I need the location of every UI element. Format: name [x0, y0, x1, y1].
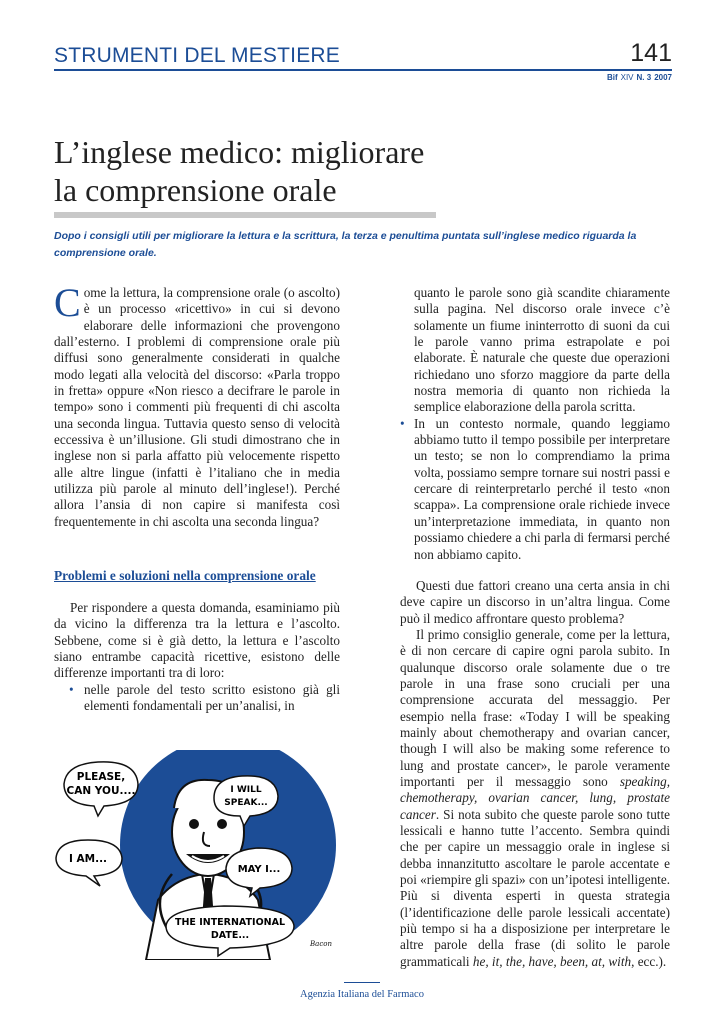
bullet-list-left [54, 682, 340, 715]
bubble-international-line-2: DATE... [210, 930, 250, 941]
bubble-will-line-2: SPEAK... [224, 798, 268, 808]
bubble-i-am-text: I AM... [68, 853, 108, 865]
title-rule [54, 212, 436, 218]
section-body-left [54, 600, 340, 714]
journal-number: N. 3 [636, 73, 652, 82]
journal-volume: XIV [620, 73, 634, 82]
issue-info [604, 73, 672, 82]
bubble-may-i-text: MAY I... [237, 864, 281, 875]
bullet-list-right [400, 416, 670, 563]
header-rule [54, 69, 672, 71]
article-title [54, 133, 614, 209]
paragraph-b-emphasis: speaking, chemotherapy, ovarian cancer, lung, prostate cancer [400, 773, 670, 822]
section-heading: Problemi e soluzioni nella comprensione orale [54, 568, 316, 583]
drop-cap: C [54, 280, 81, 325]
bubble-will-line-1: I WILL [230, 785, 262, 795]
paragraph-b-part-3: , ecc.). [631, 953, 667, 969]
bubble-international-line-1: THE INTERNATIONAL [174, 917, 286, 928]
section-title: STRUMENTI DEL MESTIERE [54, 44, 340, 67]
page-number: 141 [630, 39, 672, 67]
paragraph-b-emphasis-2: he, it, the, have, been, at, with [472, 953, 632, 969]
bubble-please-line-1: PLEASE, [76, 771, 126, 783]
lead-paragraph: Dopo i consigli utili per migliorare la lettura e la scrittura, la terza e penultima puntata sull’inglese medico riguarda la comprensione orale. [54, 230, 637, 259]
paragraph-a: Questi due fattori creano una certa ansia in chi deve capire un discorso in un’altra lingua. Come può il medico affrontare questo problema? [400, 577, 670, 626]
title-line-1: L’inglese medico: migliorare [54, 134, 425, 170]
right-column [400, 285, 670, 970]
intro-paragraph [54, 280, 340, 530]
journal-year: 2007 [654, 73, 672, 82]
title-line-2: la comprensione orale [54, 172, 337, 208]
artist-signature: Bacon [310, 940, 332, 948]
bullet-item-1: • nelle parole del testo scritto esistono già gli elementi fondamentali per un’analisi, in [54, 682, 340, 715]
bullet-item-1-continued: quanto le parole sono già scandite chiaramente sulla pagina. Nel discorso orale invece c’è solamente un fiume ininterrotto di suoni da cui le parole vanno prima estrapolate e poi elaborate. È naturale che queste due operazioni richiedano uno sforzo maggiore da parte della nostra memoria di quanto non richieda la semplice elaborazione della parola scritta. [414, 285, 670, 415]
section-paragraph-1: Per rispondere a questa domanda, esaminiamo più da vicino la differenza tra la lettura e l’ascolto. Sebbene, come si è già detto, la lettura e l’ascolto siano entrambe capacità ricettive, esistono delle differenze importanti tra di loro: [54, 600, 340, 681]
paragraph-b-part-1: Il primo consiglio generale, come per la lettura, è di non cercare di capire ogni parola subito. In qualunque discorso orale solamente due o tre parole in una frase sono cruciali per una comprensione accurata del messaggio. Per esempio nella frase: «Today I will be speaking mainly about chemotherapy and ovarian cancer, though I will also be making some reference to lung and prostate cancer», le parole veramente importanti per il messaggio sono [400, 626, 670, 789]
journal-name: Bif [606, 73, 618, 82]
paragraph-b [400, 627, 670, 970]
bubble-i-am [56, 840, 122, 886]
paragraph-b-part-2: . Si nota subito che queste parole sono tutte lessicali e hanno tutte l’accento. Sembra quindi che per capire un messaggio orale in inglese si debba innanzitutto ascoltare le parole accentate e poi «riempire gli spazi» con un’ipotesi intelligente. Più si diventa esperti in questa strategia (l’identificazione delle parole lessicali accentate) più tempo si ha a disposizione per interpretare le altre parole della frase (di solito le parole grammaticali [400, 806, 670, 969]
footer-publisher: Agenzia Italiana del Farmaco [300, 989, 424, 1000]
cartoon-illustration [54, 750, 344, 960]
bubble-please-line-2: CAN YOU.... [66, 785, 136, 797]
footer-rule [344, 982, 380, 983]
intro-text: ome la lettura, la comprensione orale (o ascolto) è un processo «ricettivo» in cui si devono elaborare delle informazioni che provengono dall’esterno. I problemi di comprensione orale più diffusi sono generalmente considerati in qualche modo legati alla velocità del discorso: «Parla troppo in fretta» oppure «Non riesco a decifrare le parole in tempo» sono i commenti più frequenti di chi ascolta una seconda lingua. Tuttavia questo senso di velocità eccessiva è un’illusione. Gli studi dimostrano che in inglese non si parla affatto più velocemente rispetto alle altre lingue (infatti è l’italiano che in media utilizza più parole al minuto dell’inglese!). Perché allora l’ansia di non capire si manifesta così frequentemente in chi ascolta una seconda lingua? [54, 285, 340, 529]
bullet-item-2: • In un contesto normale, quando leggiamo abbiamo tutto il tempo possibile per interpretare un testo; se non lo comprendiamo la prima volta, possiamo sempre tornare sui nostri passi e cercare di reinterpretarlo perché il testo «non scappa». La comprensione orale richiede invece un’interpretazione immediata, in quanto non possiamo chiedere a chi parla di fermarsi perché non abbiamo capito. [400, 416, 670, 563]
